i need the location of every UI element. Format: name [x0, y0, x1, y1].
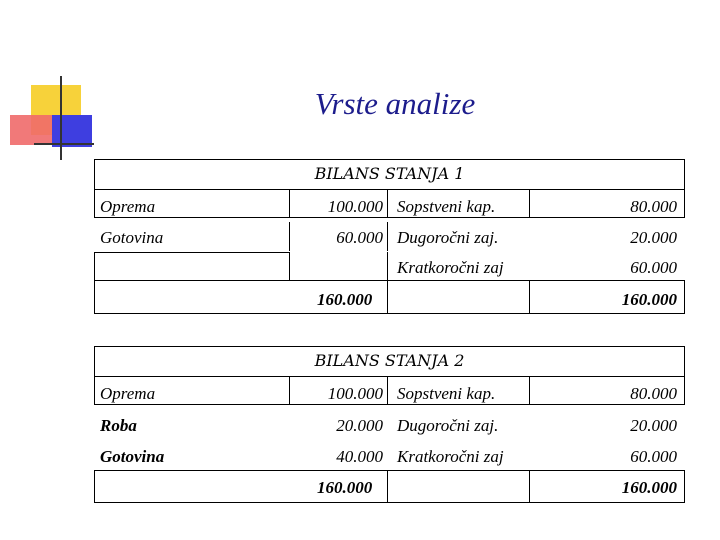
asset-label: Roba — [100, 416, 137, 435]
liability-label: Kratkoročni zaj — [397, 447, 504, 466]
total-assets: 160.000 — [317, 290, 373, 309]
asset-label: Oprema — [100, 197, 156, 216]
liability-label: Dugoročni zaj. — [397, 416, 499, 435]
liability-value: 60.000 — [630, 258, 677, 277]
balance-sheet-heading: BILANS STANJA 2 — [314, 351, 465, 370]
liability-value: 60.000 — [630, 447, 677, 466]
decor-red-square — [10, 115, 56, 145]
asset-value: 40.000 — [336, 447, 383, 466]
liability-value: 20.000 — [630, 228, 677, 247]
balance-sheet-2 — [94, 346, 685, 503]
asset-value: 100.000 — [327, 197, 383, 216]
asset-label: Oprema — [100, 384, 156, 403]
liability-value: 80.000 — [630, 197, 677, 216]
slide-title: Vrste analize — [314, 86, 476, 121]
asset-label: Gotovina — [100, 228, 164, 247]
total-divider — [387, 470, 530, 503]
total-liabilities: 160.000 — [621, 290, 677, 309]
liability-label: Sopstveni kap. — [397, 197, 496, 216]
liability-label: Dugoročni zaj. — [397, 228, 499, 247]
asset-value: 100.000 — [327, 384, 383, 403]
total-assets: 160.000 — [317, 478, 373, 497]
asset-cell — [94, 252, 289, 281]
liability-label: Sopstveni kap. — [397, 384, 496, 403]
decor-vertical-line — [60, 76, 62, 160]
balance-sheet-1 — [94, 159, 685, 314]
asset-value: 20.000 — [336, 416, 383, 435]
balance-sheet-heading: BILANS STANJA 1 — [314, 164, 465, 183]
liability-value: 80.000 — [630, 384, 677, 403]
total-liabilities: 160.000 — [621, 478, 677, 497]
liability-value: 20.000 — [630, 416, 677, 435]
asset-value: 60.000 — [336, 228, 383, 247]
decor-horizontal-line — [34, 143, 94, 145]
total-divider — [387, 280, 530, 314]
liability-label: Kratkoročni zaj — [397, 258, 504, 277]
asset-label: Gotovina — [100, 447, 165, 466]
asset-value-cell — [289, 252, 388, 281]
